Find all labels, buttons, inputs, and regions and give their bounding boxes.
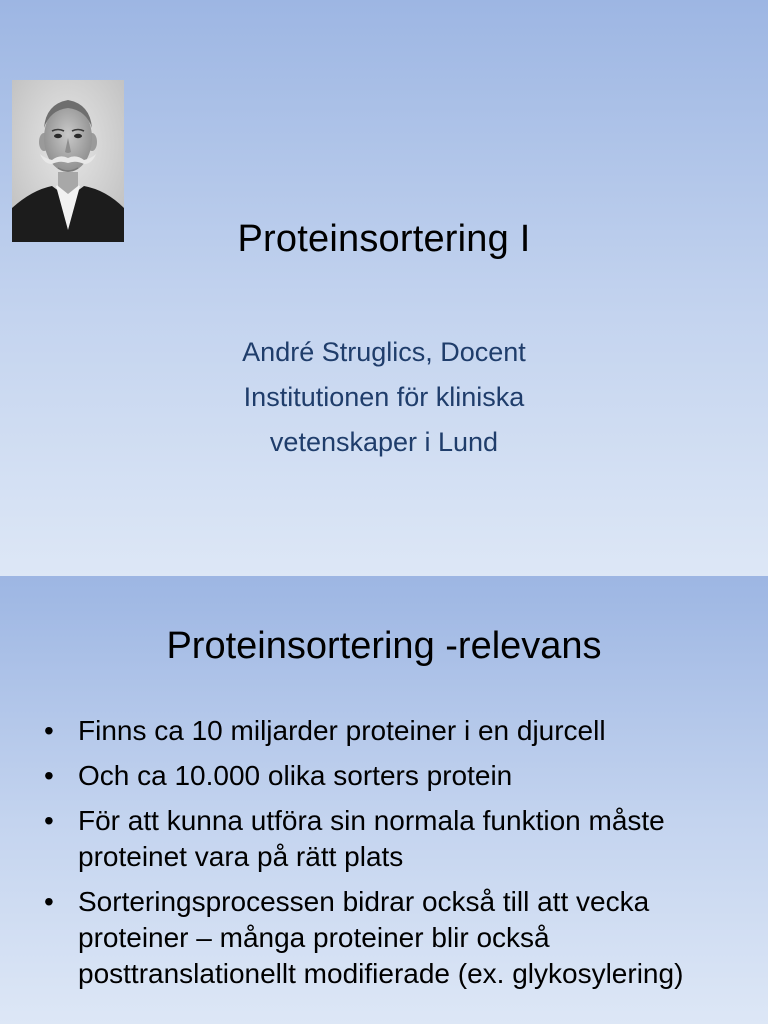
subtitle-line-institution: Institutionen för kliniska [243, 382, 525, 412]
slide-subtitle [0, 330, 768, 465]
bullet-item [44, 884, 744, 992]
slide-relevance-heading: Proteinsortering -relevans [166, 625, 602, 667]
bullet-text: Finns ca 10 miljarder proteiner i en djurcell [78, 715, 606, 746]
bullet-marker: • [44, 805, 54, 836]
subtitle-line-location: vetenskaper i Lund [269, 427, 499, 457]
bullet-marker: • [44, 715, 54, 746]
bullet-text: Och ca 10.000 olika sorters protein [78, 760, 513, 791]
bullet-list [44, 713, 744, 1001]
bullet-item [44, 713, 744, 749]
bullet-marker: • [44, 760, 54, 791]
bullet-text: För att kunna utföra sin normala funktion måste proteinet vara på rätt plats [78, 805, 665, 872]
bullet-marker: • [44, 886, 54, 917]
bullet-item [44, 803, 744, 875]
bullet-text: Sorteringsprocessen bidrar också till att vecka proteiner – många proteiner blir också posttranslationellt modifierade (ex. glykosylering) [78, 886, 684, 989]
bullet-item [44, 758, 744, 794]
subtitle-line-author: André Struglics, Docent [242, 337, 526, 367]
slide-title-heading: Proteinsortering I [237, 218, 531, 260]
